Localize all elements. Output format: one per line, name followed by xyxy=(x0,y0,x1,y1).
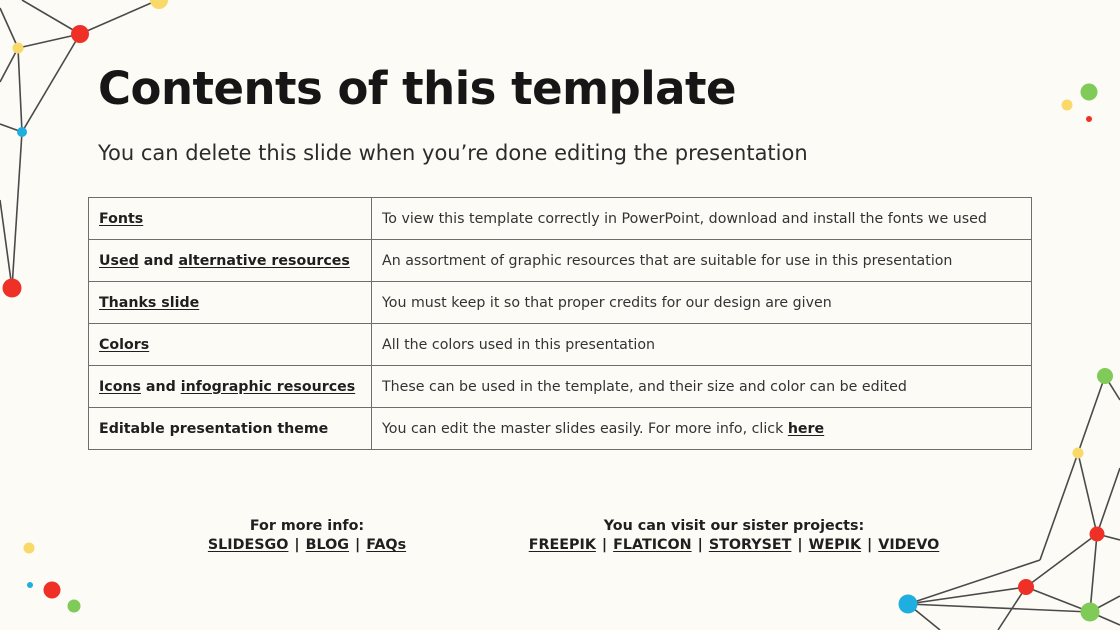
faqs-link[interactable]: FAQs xyxy=(366,537,407,553)
link-separator: | xyxy=(867,537,873,553)
sister-projects-links xyxy=(514,536,954,555)
row-key xyxy=(89,282,372,324)
wepik-link[interactable]: WEPIK xyxy=(808,537,862,553)
table-row xyxy=(89,324,1032,366)
table-row xyxy=(89,366,1032,408)
infographic-resources-link[interactable]: infographic resources xyxy=(180,378,356,395)
table-row xyxy=(89,408,1032,450)
storyset-link[interactable]: STORYSET xyxy=(708,537,792,553)
flaticon-link[interactable]: FLATICON xyxy=(613,537,692,553)
link-separator: | xyxy=(294,537,300,553)
table-row xyxy=(89,198,1032,240)
row-description: An assortment of graphic resources that are suitable for use in this presentation xyxy=(372,240,1032,282)
row-description-text: You can edit the master slides easily. For more info, click xyxy=(382,420,788,437)
row-description: To view this template correctly in PowerPoint, download and install the fonts we used xyxy=(372,198,1032,240)
freepik-link[interactable]: FREEPIK xyxy=(528,537,596,553)
row-key xyxy=(89,198,372,240)
link-separator: | xyxy=(355,537,361,553)
sister-projects-block xyxy=(514,517,954,555)
table-row xyxy=(89,240,1032,282)
thanks-slide-link[interactable]: Thanks slide xyxy=(99,294,200,311)
slide-subtitle: You can delete this slide when you’re done editing the presentation xyxy=(98,141,808,165)
link-separator: | xyxy=(697,537,703,553)
row-key xyxy=(89,324,372,366)
blog-link[interactable]: BLOG xyxy=(305,537,350,553)
more-info-links xyxy=(157,536,457,555)
videvo-link[interactable]: VIDEVO xyxy=(878,537,940,553)
editable-theme-label: Editable presentation theme xyxy=(99,420,329,437)
table-row xyxy=(89,282,1032,324)
more-info-label: For more info: xyxy=(249,518,365,534)
row-description xyxy=(372,408,1032,450)
more-info-block xyxy=(157,517,457,555)
row-description: All the colors used in this presentation xyxy=(372,324,1032,366)
here-link[interactable]: here xyxy=(787,420,825,437)
link-separator: | xyxy=(797,537,803,553)
row-key xyxy=(89,366,372,408)
sister-projects-label: You can visit our sister projects: xyxy=(603,518,865,534)
colors-link[interactable]: Colors xyxy=(99,336,150,353)
row-key-connector: and xyxy=(140,378,181,395)
row-description: You must keep it so that proper credits for our design are given xyxy=(372,282,1032,324)
used-link[interactable]: Used xyxy=(99,252,139,269)
row-key xyxy=(89,240,372,282)
icons-link[interactable]: Icons xyxy=(99,378,141,395)
contents-table xyxy=(88,197,1032,450)
alternative-resources-link[interactable]: alternative resources xyxy=(178,252,350,269)
row-key xyxy=(89,408,372,450)
link-separator: | xyxy=(601,537,608,553)
slide-title: Contents of this template xyxy=(98,62,737,115)
fonts-link[interactable]: Fonts xyxy=(99,210,144,227)
slidesgo-link[interactable]: SLIDESGO xyxy=(207,537,289,553)
row-key-connector: and xyxy=(138,252,179,269)
row-description: These can be used in the template, and their size and color can be edited xyxy=(372,366,1032,408)
